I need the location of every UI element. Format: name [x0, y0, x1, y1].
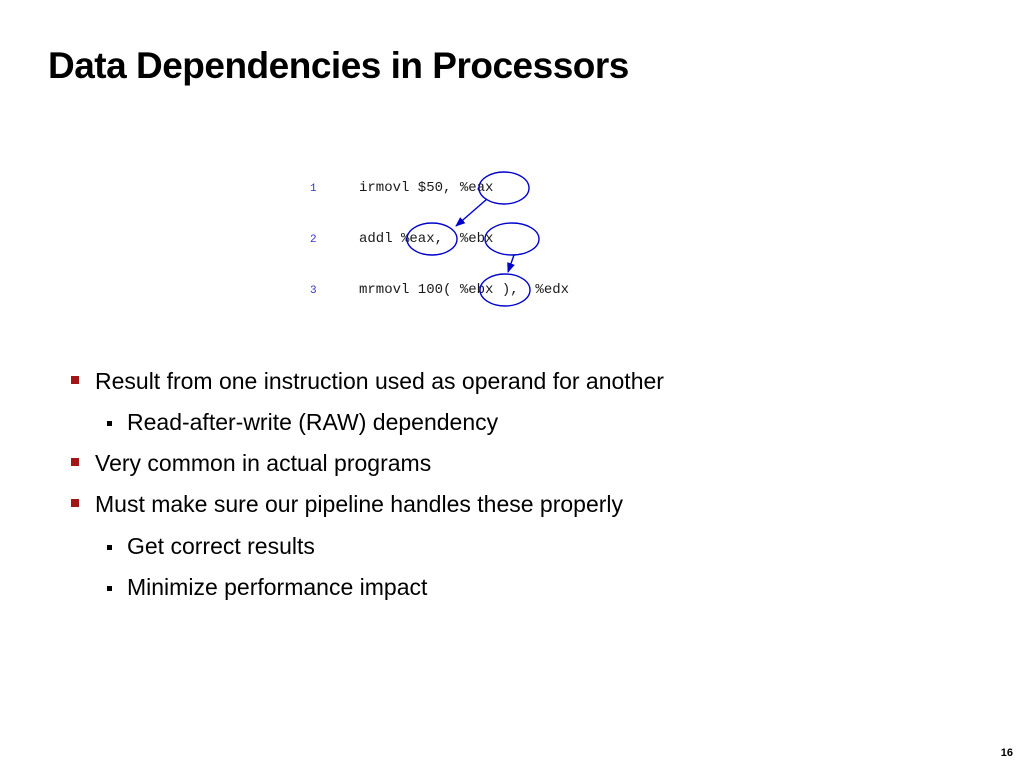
bullet-item: Very common in actual programs	[95, 450, 432, 476]
sub-bullet-item: Minimize performance impact	[127, 574, 428, 600]
code-text: mrmovl 100( %ebx ), %edx	[359, 282, 570, 298]
bullet-item: Result from one instruction used as operand for another	[95, 368, 664, 394]
line-number: 1	[310, 183, 317, 195]
sub-bullet-marker-icon	[107, 545, 112, 550]
bullet-marker-icon	[71, 458, 79, 466]
code-text: addl %eax, %ebx	[359, 231, 494, 247]
bullet-marker-icon	[71, 499, 79, 507]
page-number: 16	[1000, 747, 1013, 759]
line-number: 2	[310, 234, 317, 246]
line-number: 3	[310, 285, 317, 297]
sub-bullet-marker-icon	[107, 586, 112, 591]
sub-bullet-item: Get correct results	[127, 533, 315, 559]
slide-title: Data Dependencies in Processors	[48, 45, 629, 86]
bullet-marker-icon	[71, 376, 79, 384]
code-text: irmovl $50, %eax	[359, 180, 494, 196]
sub-bullet-marker-icon	[107, 421, 112, 426]
sub-bullet-item: Read-after-write (RAW) dependency	[127, 409, 499, 435]
bullet-item: Must make sure our pipeline handles these properly	[95, 491, 624, 517]
